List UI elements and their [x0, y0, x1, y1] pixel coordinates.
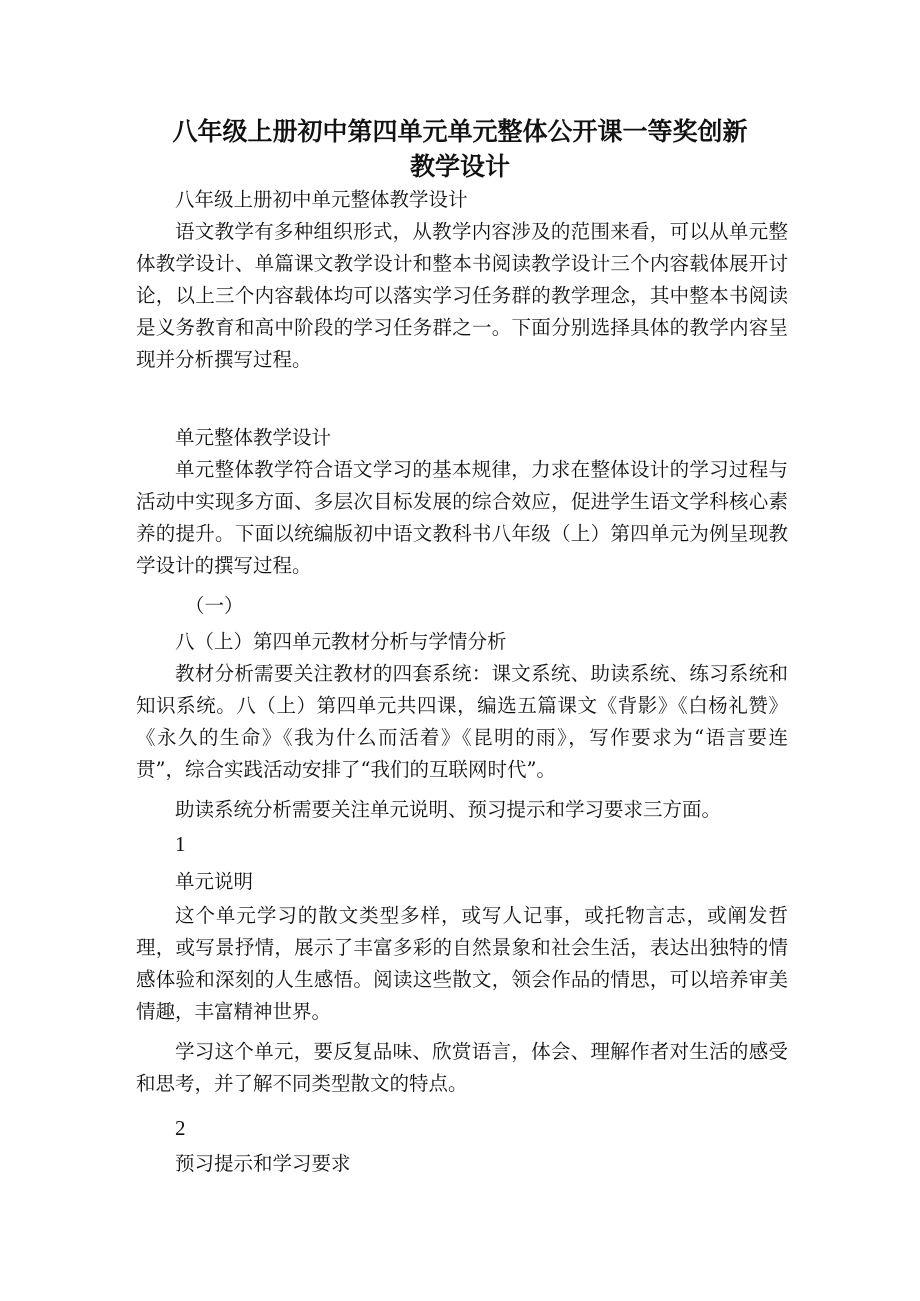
paragraph-unit-description: 这个单元学习的散文类型多样，或写人记事，或托物言志，或阐发哲理，或写景抒情，展示了丰富多彩的自然景象和社会生活，表达出独特的情感体验和深刻的人生感悟。阅读这些散文，领会作品的情思，可以培养审美情趣，丰富精神世界。: [136, 904, 788, 1023]
paragraph-intro: 语文教学有多种组织形式，从教学内容涉及的范围来看，可以从单元整体教学设计、单篇课文教学设计和整本书阅读教学设计三个内容载体展开讨论，以上三个内容载体均可以落实学习任务群的教学理念，其中整本书阅读是义务教育和高中阶段的学习任务群之一。下面分别选择具体的教学内容呈现并分析撰写过程。: [136, 220, 788, 371]
list-number-2: 2: [175, 1116, 186, 1140]
list-number-1: 1: [175, 832, 186, 856]
heading-unit-description: 单元说明: [175, 870, 254, 893]
heading-preview: 预习提示和学习要求: [175, 1152, 351, 1175]
heading-unit-design: 单元整体教学设计: [175, 426, 332, 449]
document-title-line2: 教学设计: [409, 152, 510, 181]
section-number-one: （一）: [185, 594, 244, 617]
heading-analysis: 八（上）第四单元教材分析与学情分析: [175, 630, 507, 653]
paragraph-study: 学习这个单元，要反复品味、欣赏语言，体会、理解作者对生活的感受和思考，并了解不同类型散文的特点。: [136, 1040, 788, 1095]
paragraph-reading-aid: 助读系统分析需要关注单元说明、预习提示和学习要求三方面。: [175, 798, 722, 821]
paragraph-materials: 教材分析需要关注教材的四套系统：课文系统、助读系统、练习系统和知识系统。八（上）第四单元共四课，编选五篇课文《背影》《白杨礼赞》《永久的生命》《我为什么而活着》《昆明的雨》，写作要求为“语言要连贯”，综合实践活动安排了“我们的互联网时代”。: [136, 662, 788, 781]
document-title-line1: 八年级上册初中第四单元单元整体公开课一等奖创新: [172, 117, 748, 146]
paragraph-unit-design: 单元整体教学符合语文学习的基本规律，力求在整体设计的学习过程与活动中实现多方面、多层次目标发展的综合效应，促进学生语文学科核心素养的提升。下面以统编版初中语文教科书八年级（上）第四单元为例呈现教学设计的撰写过程。: [136, 458, 788, 577]
document-subtitle: 八年级上册初中单元整体教学设计: [175, 188, 468, 211]
